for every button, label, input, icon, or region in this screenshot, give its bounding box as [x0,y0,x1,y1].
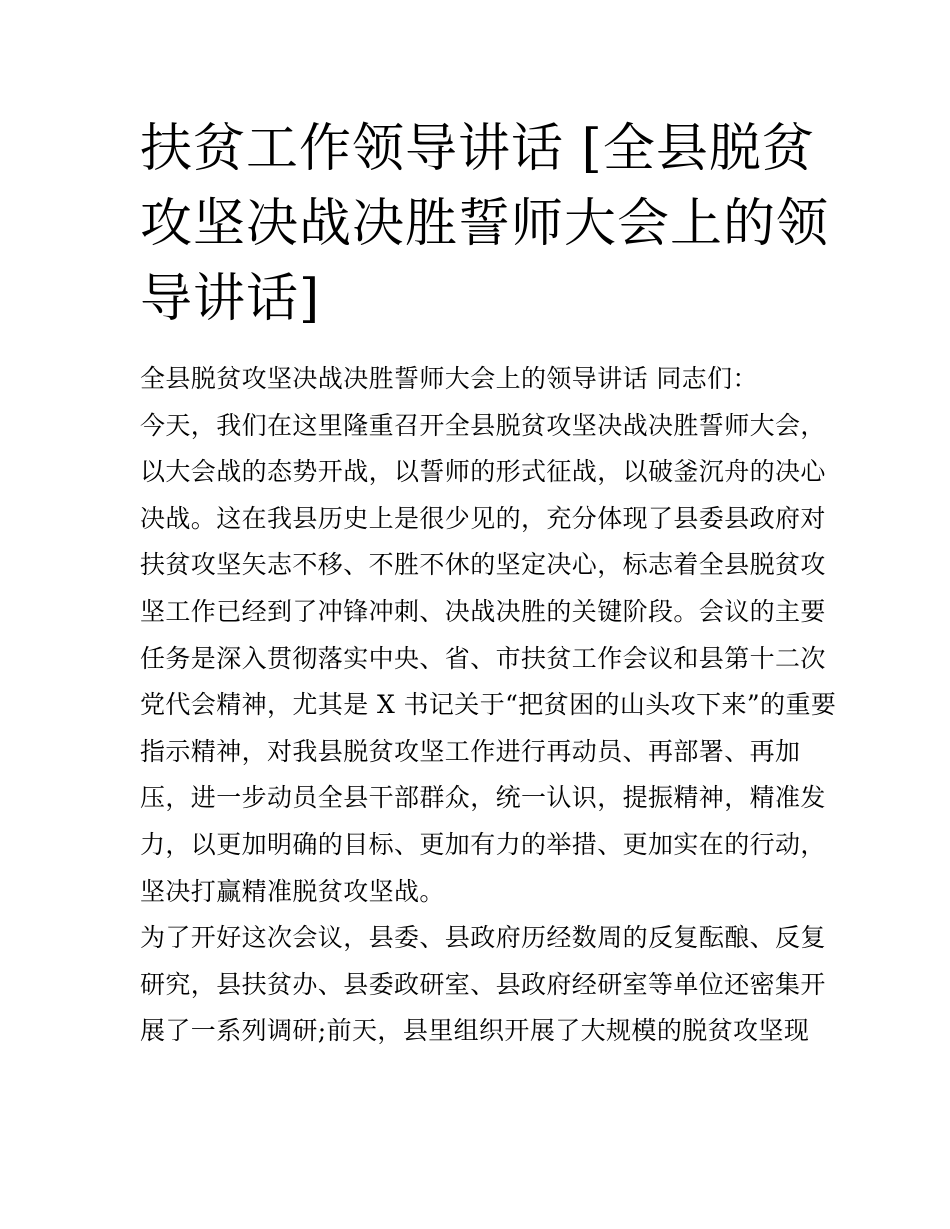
text-line: 党代会精神，尤其是 X 书记关于“把贫困的山头攻下来”的重要 [140,690,837,720]
paragraph-intro [140,360,820,399]
title-line: 导讲话] [140,269,321,329]
text-line: 为了开好这次会议，县委、县政府历经数周的反复酝酿、反复 [140,923,826,953]
paragraph-preparation [140,919,826,1051]
text-line: 决战。这在我县历史上是很少见的，充分体现了县委县政府对 [140,503,826,533]
text-line: 今天，我们在这里隆重召开全县脱贫攻坚决战决胜誓师大会， [140,410,826,440]
text-line: 压，进一步动员全县干部群众，统一认识，提振精神，精准发 [140,783,826,813]
text-line: 坚决打赢精准脱贫攻坚战。 [140,876,445,906]
text-line: 扶贫攻坚矢志不移、不胜不休的坚定决心，标志着全县脱贫攻 [140,550,826,580]
title-line: 攻坚决战决胜誓师大会上的领 [140,194,830,254]
text-line: 任务是深入贯彻落实中央、省、市扶贫工作会议和县第十二次 [140,643,826,673]
text-line: 坚工作已经到了冲锋冲刺、决战决胜的关键阶段。会议的主要 [140,596,826,626]
title-line: 扶贫工作领导讲话 [全县脱贫 [140,119,815,179]
text-line: 力，以更加明确的目标、更加有力的举措、更加实在的行动， [140,829,826,859]
text-line: 研究，县扶贫办、县委政研室、县政府经研室等单位还密集开 [140,969,826,999]
text-line: 展了一系列调研;前天，县里组织开展了大规模的脱贫攻坚现 [140,1016,810,1046]
text-line: 指示精神，对我县脱贫攻坚工作进行再动员、再部署、再加 [140,736,801,766]
paragraph-opening [140,407,837,912]
document-title [140,112,830,337]
text-line: 以大会战的态势开战，以誓师的形式征战，以破釜沉舟的决心 [140,457,826,487]
document-body [140,360,837,1051]
text-line: 全县脱贫攻坚决战决胜誓师大会上的领导讲话 同志们： [140,364,758,393]
